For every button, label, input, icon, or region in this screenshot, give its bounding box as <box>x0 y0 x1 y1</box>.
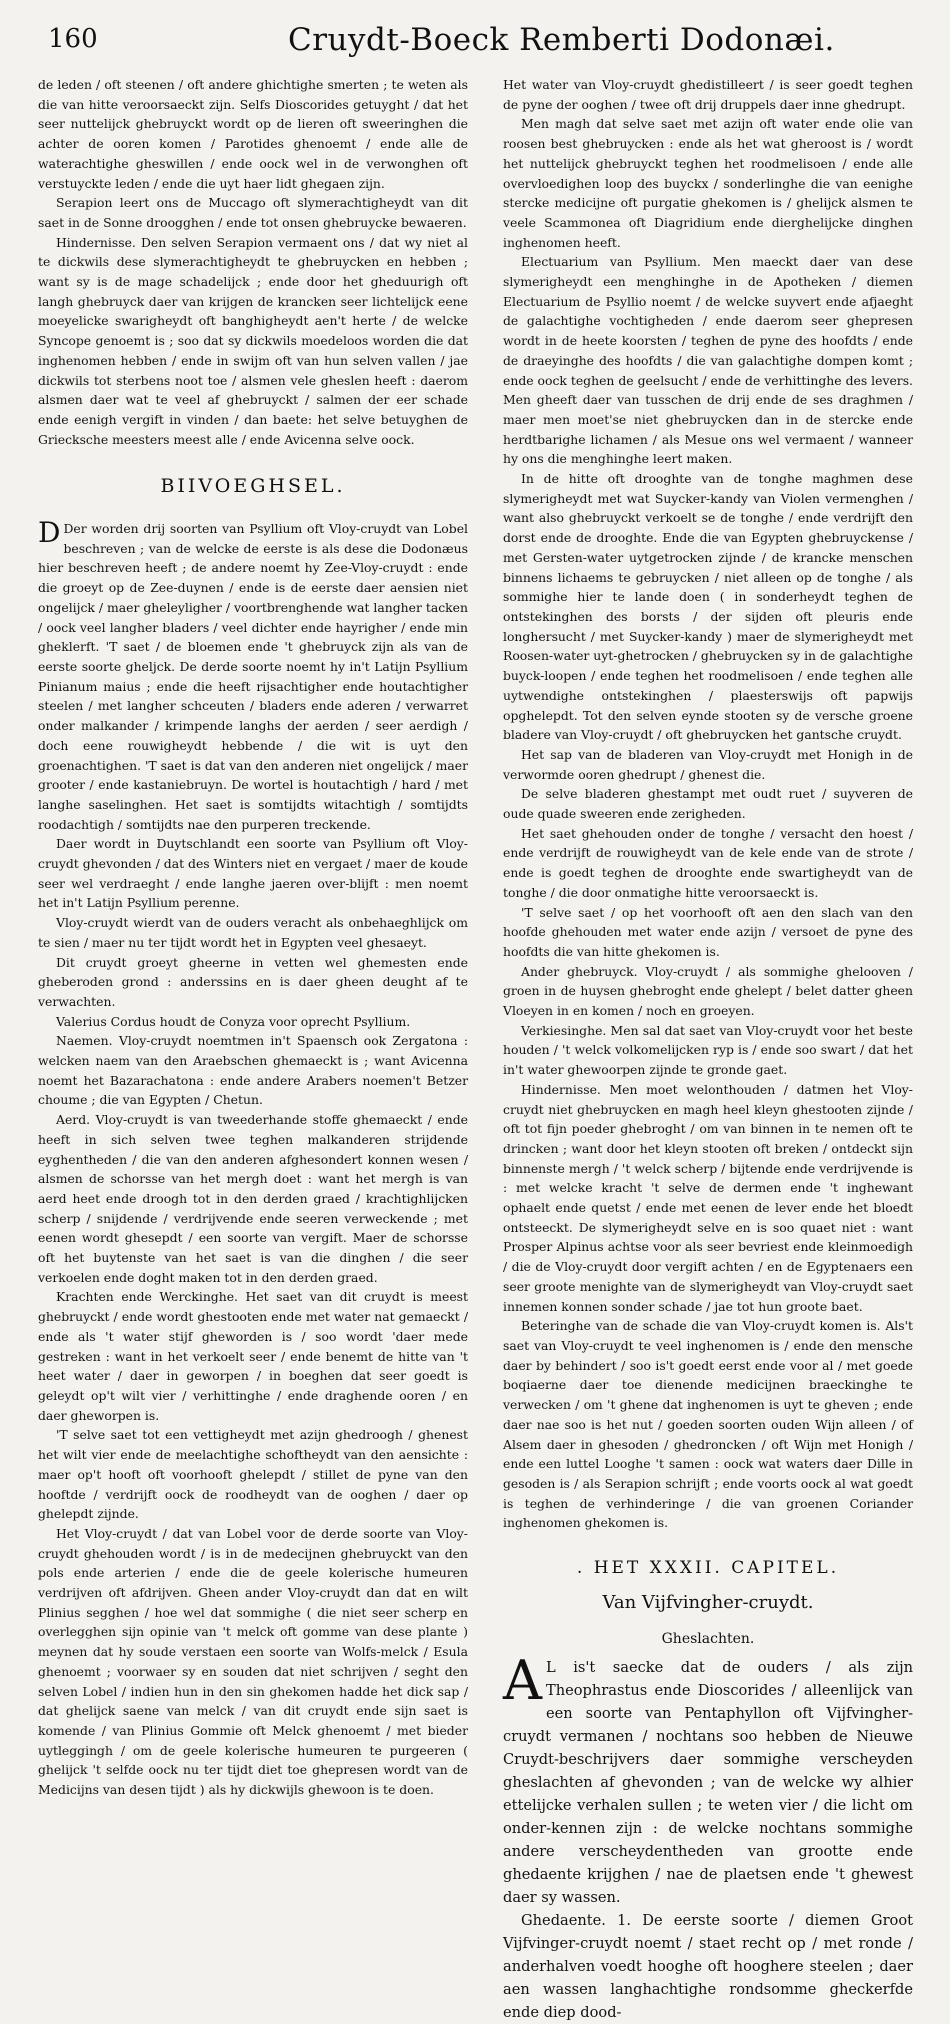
paragraph: Electuarium van Psyllium. Men maeckt daer van dese slymerigheydt een menghinghe in de Apotheken / diemen Electuarium de Psyllio noemt / de welcke suyvert ende afjaeght de galachtighe vochtigheden / ende daerom seer ghepresen wordt in de heete koorsten / teghen de pyne des hoofdts / ende de draeyinghe des hoofdts / die van galachtighe dompen komt ; ende oock teghen de geelsucht / ende de verhittinghe des levers. Men gheeft daer van tusschen de drij ende de ses draghmen / maer men moet'se niet ghebruycken dan in de stercke ende herdtbarighe lichamen / als Mesue ons wel vermaent / wanneer hy ons die menghinghe leert maken. <box>503 254 913 467</box>
left-column <box>38 75 468 1800</box>
paragraph: Het saet ghehouden onder de tonghe / versacht den hoest / ende verdrijft de rouwigheydt van de kele ende van de strote / ende is goedt teghen de drooghte ende swartigheydt van de tonghe / die door onmatighe hitte veroorsaeckt is. <box>503 825 913 900</box>
paragraph: Krachten ende Werckinghe. Het saet van dit cruydt is meest ghebruyckt / ende wordt ghestooten ende met water nat gemaeckt / ende als 't water stijf gheworden is / soo wordt 'daer mede gestreken : want in het verkoelt seer / ende benemt de hitte van 't heet water / daer in geworpen / in boeghen dat seer goedt is geleydt op't wilt vier / verhittinghe / ende draghende ooren / en daer gheworpen is. <box>38 1289 468 1423</box>
paragraph: Het water van Vloy-cruydt ghedistilleert / is seer goedt teghen de pyne der ooghen / twee oft drij druppels daer inne ghedrupt. <box>503 77 913 112</box>
paragraph: de leden / oft steenen / oft andere ghichtighe smerten ; te weten als die van hitte veroorsaeckt zijn. Selfs Dioscorides getuyght / dat het seer nuttelijck ghebruyckt wordt op de lieren oft sweeringhen die achter de ooren komen / Parotides ghenoemt / ende alle de waterachtighe gheswillen / ende oock wel in de verwonghen oft verstuyckte leden / ende die uyt haer lidt ghegaen zijn. <box>38 77 468 191</box>
drop-cap: D <box>38 516 61 550</box>
paragraph: De selve bladeren ghestampt met oudt ruet / suyveren de oude quade sweeren ende zerigheden. <box>503 786 913 822</box>
paragraph-text: Der worden drij soorten van Psyllium oft Vloy-cruydt van Lobel beschreven ; van de welcke de eerste is als dese die Dodonæus hier beschreven heeft ; de andere noemt hy Zee-Vloy-cruydt : ende die groeyt op de Zee-duynen / ende is de eerste daer aensien niet ongelijck / maer gheleyligher / voortbrenghende wat langher tacken / oock veel langher bladers / veel dichter ende hayrigher / ende min gheklerft. 'T saet / de bloemen ende 't ghebruyck zijn als van de eerste soorte gheljck. De derde soorte noemt hy in't Latijn Psyllium Pinianum maius ; ende die heeft rijsachtigher ende houtachtigher steelen / met langher schceuten / bladers ende aderen / verwarret onder malkander / krimpende langhs der aerden / seer aerdigh / doch eene rouwigheydt hebbende / die wit is uyt den groenachtighen. 'T saet is dat van den anderen niet ongelijck / maer grooter / ende kastaniebruyn. De wortel is houtachtigh / hard / met langhe saselinghen. Het saet is somtijdts witachtigh / somtijdts roodachtigh / somtijdts nae den purperen treckende. <box>38 521 468 832</box>
paragraph: 'T selve saet tot een vettigheydt met azijn ghedroogh / ghenest het wilt vier ende de meelachtighe schoftheydt van den aensichte : maer op't hooft oft voorhooft ghelepdt / stillet de pyne van den hooftde / verdrijft oock de roodheydt van de ooghen / daer op ghelepdt zijnde. <box>38 1427 468 1522</box>
paragraph-text: L is't saecke dat de ouders / als zijn Theophrastus ende Dioscorides / alleenlijck van een soorte van Pentaphyllon oft Vijfvingher-cruydt vermanen / nochtans soo hebben de Nieuwe Cruydt-beschrijvers daer sommighe verscheyden gheslachten af ghevonden ; van de welcke wy alhier ettelijcke verhalen sullen ; te weten vier / die licht om onder-kennen zijn : de welcke nochtans sommighe andere verscheydentheden van grootte ende ghedaente krijghen / nae de plaetsen ende 't ghewest daer sy wassen. <box>503 1659 913 1907</box>
paragraph: Aerd. Vloy-cruydt is van tweederhande stoffe ghemaeckt / ende heeft in sich selven twee teghen malkanderen strijdende eyghentheden / die van den anderen afghesondert konnen wesen / alsmen de schorsse van het mergh doet : want het mergh is van aerd heet ende droogh tot in den derden graed / krachtighlijcken scherp / snijdende / verdrijvende ende seeren verweckende ; met eenen wordt ghesepdt / een soorte van vergift. Maer de schorsse oft het buytenste van het saet is van die dinghen / die seer verkoelen ende doght maken tot in den derden graed. <box>38 1112 468 1285</box>
paragraph: Valerius Cordus houdt de Conyza voor oprecht Psyllium. <box>56 1013 411 1029</box>
chapter-subtitle: Van Vijfvingher-cruydt. <box>602 1591 814 1613</box>
paragraph: Naemen. Vloy-cruydt noemtmen in't Spaensch ook Zergatona : welcken naem van den Araebschen ghemaeckt is ; want Avicenna noemt het Bazarachatona : ende andere Arabers noemen't Betzer choume ; die van Egypten / Chetun. <box>38 1033 468 1108</box>
paragraph: Dit cruydt groeyt gheerne in vetten wel ghemesten ende gheberoden grond : anderssins en is daer gheen deught af te verwachten. <box>38 954 468 1009</box>
page-number: 160 <box>48 24 98 54</box>
paragraph: Verkiesinghe. Men sal dat saet van Vloy-cruydt voor het beste houden / 't welck volkomelijcken ryp is / ende soo swart / dat het in't water ghewoorpen zijnde te gronde gaet. <box>503 1022 913 1078</box>
paragraph: Beteringhe van de schade die van Vloy-cruydt komen is. Als't saet van Vloy-cruydt te veel inghenomen is / ende den mensche daer by behindert / soo is't goedt eerst ende voor al / met goede boqiaerne daer toe dienende medicijnen braeckinghe te verwecken / om 't ghene dat inghenomen is uyt te gheven ; ende daer nae soo is het nut / goeden soorten ouden Wijn alleen / of Alsem daer in ghesoden / ghedroncken / oft Wijn met Honigh / ende een luttel Looghe 't samen : oock wat waters daer Dille in gesoden is / als Serapion schrijft ; ende voorts oock al wat goedt is teghen de verhinderinge / die van groenen Coriander inghenomen ghekomen is. <box>503 1318 913 1531</box>
paragraph: Men magh dat selve saet met azijn oft water ende olie van roosen best ghebruycken : ende als het wat gheroost is / wordt het nuttelijck ghebruyckt teghen het roodmelisoen / ende alle overvloedighen loop des buyckx / sonderlinghe die van eenighe stercke medicijne oft purgatie ghekomen is / ghelijck alsmen te veele Scammonea oft Diagridium ende dierghelijcke dinghen inghenomen heeft. <box>503 116 913 250</box>
paragraph: In de hitte oft drooghte van de tonghe maghmen dese slymerigheydt met wat Suycker-kandy van Violen vermenghen / want also ghebruyckt verkoelt se de tonghe / ende verdrijft den dorst ende de drooghte. Ende die van Egypten ghebruyckense / met Gersten-water uytgetrocken zijnde / de krancke menschen binnens lichaems te gebruycken / niet alleen op de tonghe / als sommighe hier te lande doen ( in sonderheydt teghen de ontstekinghen des borsts / der sijden oft pleuris ende longhersucht / met Suycker-kandy ) maer de slymerigheydt met Roosen-water uyt-ghetrocken / ghebruycken sy in de galachtighe buyck-loopen / ende teghen het roodmelisoen / ende teghen alle uytwendighe ontstekinghen / plaesterswijs oft papwijs opghelepdt. Tot den selven eynde stooten sy de versche groene bladere van Vloy-cruydt / oft ghebruycken het gantsche cruydt. <box>503 471 913 743</box>
paragraph: Daer wordt in Duytschlandt een soorte van Psyllium oft Vloy-cruydt ghevonden / dat des Winters niet en vergaet / maer de koude seer wel verdraeght / ende langhe jaeren over-blijft : men noemt het in't Latijn Psyllium perenne. <box>38 836 468 911</box>
paragraph: Ander ghebruyck. Vloy-cruydt / als sommighe ghelooven / groen in de huysen ghebroght ende ghelept / belet datter gheen Vloeyen in en komen / noch en groeyen. <box>503 963 913 1019</box>
subheading: Gheslachten. <box>661 1631 755 1648</box>
paragraph: Serapion leert ons de Muccago oft slymerachtigheydt van dit saet in de Sonne droogghen / ende tot onsen ghebruycke bewaeren. <box>38 195 468 230</box>
paragraph: Vloy-cruydt wierdt van de ouders veracht als onbehaeghlijck om te sien / maer nu ter tijdt wordt het in Egypten veel ghesaeyt. <box>38 915 468 950</box>
paragraph <box>38 516 468 834</box>
paragraph: Hindernisse. Den selven Serapion vermaent ons / dat wy niet al te dickwils dese slymerachtigheydt te ghebruycken en hebben ; want sy is de mage schadelijck ; ende door het gheduurigh oft langh ghebruyck daer van krijgen de krancken seer lichtelijck eene moeyelicke swarigheydt oft banghigheydt aen't herte / de welcke Syncope genoemt is ; soo dat sy dickwils moedeloos worden die dat inghenomen hebben / ende in swijm oft van hun selven vallen / jae dickwils tot sterbens noot toe / alsmen vele gheslen heeft : daerom alsmen daer wat te veel af ghebruyckt / salmen der eer schade ende eenigh vergift in vinden / dan baete: het selve betuyghen de Griecksche meesters meest alle / ende Avicenna selve oock. <box>38 234 468 447</box>
page-header <box>30 18 930 74</box>
paragraph: Ghedaente. 1. De eerste soorte / diemen Groot Vijfvinger-cruydt noemt / staet recht op / met ronde / anderhalven voedt hooghe oft hooghere steelen ; daer aen wassen langhachtighe rondsomme gheckerfde ende diep dood- <box>503 1912 913 2022</box>
chapter-title: . HET XXXII. CAPITEL. <box>576 1558 840 1579</box>
chapter-paragraph <box>503 1649 913 1909</box>
paragraph: Het sap van de bladeren van Vloy-cruydt met Honigh in de verwormde ooren ghedrupt / ghenest die. <box>503 746 913 782</box>
paragraph: Hindernisse. Men moet welonthouden / datmen het Vloy-cruydt niet ghebruycken en magh heel kleyn ghestooten zijnde / oft tot fijn poeder ghebroght / om van binnen in te nemen oft te drincken ; want door het kleyn stooten oft breken / ontdeckt sijn binnenste mergh / 't welck scherp / bijtende ende verdrijvende is : met welcke kracht 't selve de dermen ende 't inghewant ophaelt ende quetst / ende met eenen de lever ende het bloedt ontsteeckt. De slymerigheydt selve en is soo quaet niet : want Prosper Alpinus achtse voor als seer bevriest ende kleinmoedigh / die de Vloy-cruydt door vergift achten / en de Egyptenaers een seer groote menighte van de slymerigheydt van Vloy-cruydt saet innemen konnen sonder schade / jae tot hun groote baet. <box>503 1081 913 1314</box>
section-title: BIIVOEGHSEL. <box>160 475 346 498</box>
running-title: Cruydt-Boeck Remberti Dodonæi. <box>288 22 835 58</box>
paragraph: 'T selve saet / op het voorhooft oft aen den slach van den hoofde ghehouden met water ende azijn / versoet de pyne des hoofdts die van hitte ghekomen is. <box>503 904 913 959</box>
paragraph: Het Vloy-cruydt / dat van Lobel voor de derde soorte van Vloy-cruydt ghehouden wordt / is in de medecijnen ghebruyckt van den pols ende arterien / ende die de geele kolerische humeuren verdrijven oft afdrijven. Gheen ander Vloy-cruydt dan dat en wilt Plinius segghen / hoe wel dat sommighe ( die niet seer scherp en overlegghen sijn opinie van 't melck oft gomme van dese plante ) meynen dat hy soude verstaen een soorte van Wolfs-melck / Esula ghenoemt ; voorwaer sy en souden dat niet schrijven / seght den selven Lobel / indien hun in den sin ghekomen hadde het dick sap / dat ghelijck saene van melck / van dit cruydt ende sijn saet is komende / van Plinius Gommie oft Melck ghenoemt / met bieder uytleggingh / om de geele kolerische humeuren te purgeeren ( ghelijck 't selfde oock nu ter tijdt diet toe ghepresen wordt van de Medicijns van desen tijdt ) als hy dickwijls ghewoon is te doen. <box>38 1525 468 1798</box>
right-column <box>503 75 913 2024</box>
drop-cap: A <box>503 1649 542 1713</box>
